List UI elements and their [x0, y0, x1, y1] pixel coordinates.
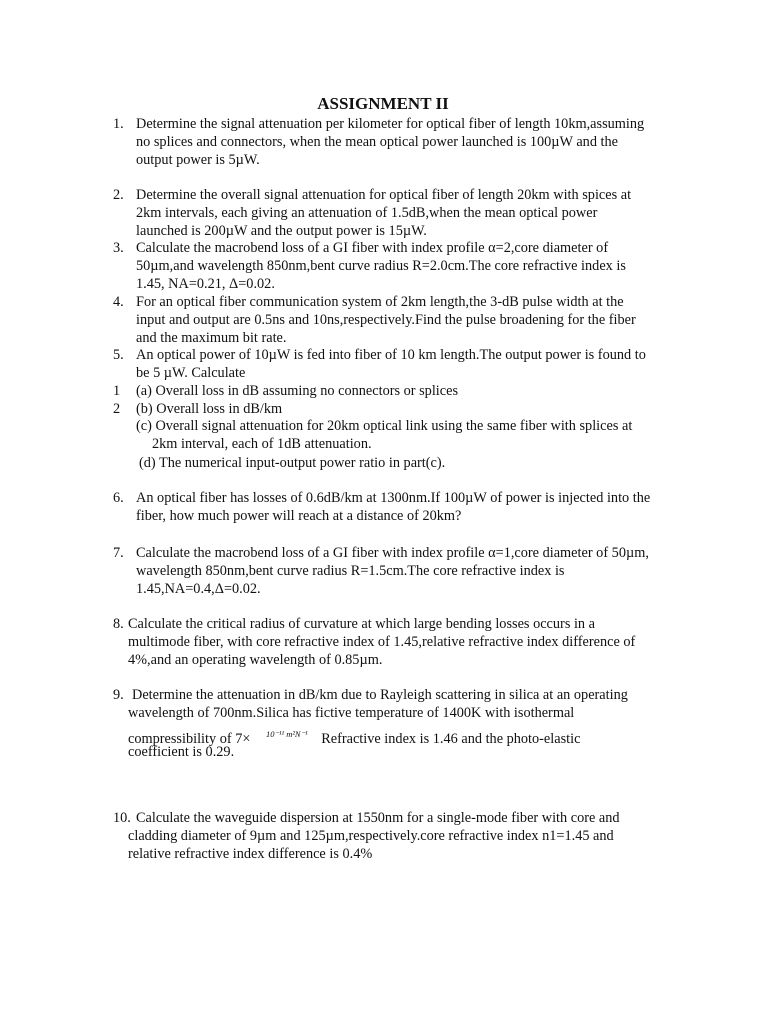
question-5	[0, 347, 768, 477]
question-number: 9.	[113, 687, 124, 703]
question-number: 5.	[113, 347, 124, 363]
sub-question-d: (d) The numerical input-output power ratio in part(c).	[139, 455, 446, 471]
question-number: 8.	[113, 616, 124, 632]
question-number: 6.	[113, 490, 124, 506]
question-7	[0, 545, 768, 601]
question-text: wavelength of 700nm.Silica has fictive temperature of 1400K with isothermal	[128, 705, 575, 721]
question-text: 4%,and an operating wavelength of 0.85µm.	[128, 651, 383, 668]
question-text: Determine the overall signal attenuation for optical fiber of length 20km with spices at	[136, 187, 632, 203]
question-text: output power is 5µW.	[136, 151, 260, 168]
question-number: 7.	[113, 545, 124, 561]
question-text: coefficient is 0.29.	[128, 744, 235, 760]
question-text: and the maximum bit rate.	[136, 329, 287, 346]
question-text: For an optical fiber communication system of 2km length,the 3-dB pulse width at the	[136, 294, 624, 310]
question-number: 4.	[113, 294, 124, 310]
question-text: be 5 µW. Calculate	[136, 364, 246, 381]
question-text: multimode fiber, with core refractive index of 1.45,relative refractive index difference of	[128, 634, 636, 650]
question-text: An optical power of 10µW is fed into fiber of 10 km length.The output power is found to	[136, 347, 646, 363]
question-text: input and output are 0.5ns and 10ns,respectively.Find the pulse broadening for the fiber	[136, 311, 636, 328]
question-text: Calculate the critical radius of curvature at which large bending losses occurs in a	[128, 616, 595, 632]
question-text: 1.45,NA=0.4,Δ=0.02.	[136, 580, 261, 597]
sub-question-c: (c) Overall signal attenuation for 20km optical link using the same fiber with splices at	[136, 418, 633, 434]
question-text: 2km intervals, each giving an attenuation of 1.5dB,when the mean optical power	[136, 204, 598, 221]
question-text: cladding diameter of 9µm and 125µm,respectively.core refractive index n1=1.45 and	[128, 828, 614, 844]
question-text: 50µm,and wavelength 850nm,bent curve radius R=2.0cm.The core refractive index is	[136, 257, 626, 274]
question-number: 3.	[113, 240, 124, 256]
question-text: no splices and connectors, when the mean optical power launched is 100µW and the	[136, 133, 619, 150]
question-8	[0, 616, 768, 672]
question-text: fiber, how much power will reach at a distance of 20km?	[136, 507, 462, 524]
question-text: wavelength 850nm,bent curve radius R=1.5cm.The core refractive index is	[136, 562, 565, 579]
question-number: 1.	[113, 116, 124, 132]
question-number: 10.	[113, 810, 131, 826]
question-text: Calculate the waveguide dispersion at 1550nm for a single-mode fiber with core and	[136, 810, 620, 826]
sub-question-c-cont: 2km interval, each of 1dB attenuation.	[152, 436, 372, 452]
compressibility-prefix: compressibility of 7×	[128, 731, 251, 747]
question-10	[0, 810, 768, 866]
sub-question-b: (b) Overall loss in dB/km	[136, 401, 283, 417]
sub-question-a: (a) Overall loss in dB assuming no connectors or splices	[136, 383, 459, 399]
sub-number: 2	[113, 401, 121, 417]
question-3	[0, 240, 768, 296]
question-text: An optical fiber has losses of 0.6dB/km at 1300nm.If 100µW of power is injected into the	[136, 490, 651, 506]
compressibility-unit: 10⁻¹¹ m²N⁻¹	[266, 729, 308, 739]
question-text: Determine the signal attenuation per kilometer for optical fiber of length 10km,assuming	[136, 116, 645, 132]
question-6	[0, 490, 768, 528]
sub-number: 1	[113, 383, 121, 399]
question-4	[0, 294, 768, 350]
question-1	[0, 116, 768, 172]
question-text: Determine the attenuation in dB/km due to Rayleigh scattering in silica at an operating	[132, 687, 628, 703]
question-9	[0, 687, 768, 763]
question-number: 2.	[113, 187, 124, 203]
refractive-index-text: Refractive index is 1.46 and the photo-elastic	[321, 731, 581, 747]
document-title: ASSIGNMENT II	[317, 94, 449, 113]
question-text: Calculate the macrobend loss of a GI fiber with index profile α=2,core diameter of	[136, 240, 609, 256]
question-text: launched is 200µW and the output power is 15µW.	[136, 222, 427, 239]
question-text: 1.45, NA=0.21, Δ=0.02.	[136, 275, 275, 292]
question-text: relative refractive index difference is 0.4%	[128, 845, 373, 862]
question-text: Calculate the macrobend loss of a GI fiber with index profile α=1,core diameter of 50µm,	[136, 545, 649, 561]
question-2	[0, 187, 768, 243]
